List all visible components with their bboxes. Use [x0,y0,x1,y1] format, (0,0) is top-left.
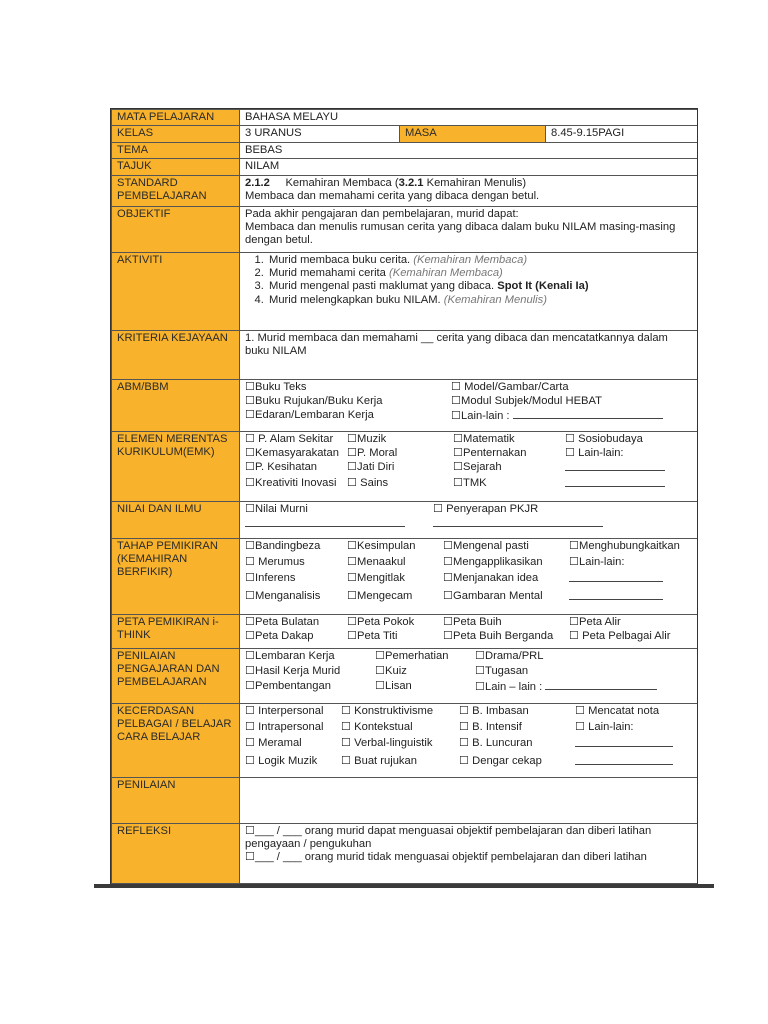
label-refleksi: REFLEKSI [112,823,240,883]
emk-blank-line [565,461,675,475]
emk-option[interactable]: ☐Matematik [453,432,515,445]
value-objektif [240,206,699,252]
emk-option[interactable]: ☐ P. Alam Sekitar [245,432,334,445]
emk-option[interactable]: ☐Penternakan [453,447,527,460]
peta-option[interactable]: ☐Peta Alir [569,615,621,628]
emk-option[interactable]: ☐Sejarah [453,461,502,474]
label-kriteria: KRITERIA KEJAYAAN [112,330,240,379]
emk-option[interactable]: ☐Kreativiti Inovasi [245,476,337,489]
aktiviti-item-1: 1. Murid membaca buku cerita. (Kemahiran Membaca) [267,254,694,267]
kecerdasan-option[interactable]: ☐ B. Intensif [459,721,522,734]
label-tahap: TAHAP PEMIKIRAN (KEMAHIRAN BERFIKIR) [112,538,240,614]
peta-option[interactable]: ☐ Peta Pelbagai Alir [569,630,671,643]
value-tajuk: NILAM [240,159,699,175]
kecerdasan-option[interactable]: ☐ Lain-lain: [575,721,634,734]
row-kelas [112,126,699,142]
aktiviti-item-2: 2. Murid memahami cerita (Kemahiran Membaca) [267,267,694,280]
abm-option[interactable]: ☐Modul Subjek/Modul HEBAT [451,395,602,408]
objektif-line-2: Membaca dan menulis rumusan cerita yang dibaca dalam buku NILAM masing-masing dengan betul. [245,221,676,247]
refleksi-line-1: ☐___ / ___ orang murid dapat menguasai objektif pembelajaran dan diberi latihan pengayaan / pengukuhan [245,824,652,851]
kecerdasan-option[interactable]: ☐ Interpersonal [245,704,324,717]
row-kriteria [112,330,699,379]
row-refleksi [112,823,699,883]
peta-option[interactable]: ☐Peta Buih Berganda [443,630,554,643]
tahap-grid [245,540,694,605]
kecerdasan-option[interactable]: ☐ Buat rujukan [341,754,417,767]
nilai-blank-line [245,517,433,531]
label-objektif: OBJEKTIF [112,206,240,252]
value-penilaian-pp [240,648,699,703]
tahap-option[interactable]: ☐Mengecam [347,589,413,602]
label-emk: ELEMEN MERENTAS KURIKULUM(EMK) [112,431,240,501]
value-tahap [240,538,699,614]
penilaian-option[interactable]: ☐Lembaran Kerja [245,649,335,662]
value-standard [240,175,699,206]
row-abm [112,379,699,431]
kecerdasan-option[interactable]: ☐ Dengar cekap [459,754,542,767]
row-penilaian-pp [112,648,699,703]
penilaian-option[interactable]: ☐Lain – lain : [475,680,675,694]
tahap-option[interactable]: ☐Menaakul [347,556,406,569]
value-tema: BEBAS [240,142,699,158]
tahap-blank-line [569,572,675,586]
penilaian-option[interactable]: ☐Drama/PRL [475,649,544,662]
emk-option[interactable]: ☐P. Moral [347,447,398,460]
value-penilaian[interactable] [240,777,699,823]
tahap-option[interactable]: ☐Inferens [245,572,296,585]
lesson-plan-table [111,109,698,884]
row-penilaian [112,777,699,823]
abm-grid [245,381,694,424]
label-tema: TEMA [112,142,240,158]
abm-option[interactable]: ☐Buku Rujukan/Buku Kerja [245,395,383,408]
tahap-option[interactable]: ☐Mengenal pasti [443,539,529,552]
aktiviti-item-4: 4. Murid melengkapkan buku NILAM. (Kemahiran Menulis) [267,294,694,307]
nilai-option[interactable]: ☐Nilai Murni [245,502,308,515]
emk-grid [245,433,694,492]
tahap-option[interactable]: ☐Menjanakan idea [443,572,539,585]
emk-option[interactable]: ☐ Lain-lain: [565,447,624,460]
kecerdasan-option[interactable]: ☐ Verbal-linguistik [341,737,433,750]
emk-option[interactable]: ☐ Sosiobudaya [565,432,643,445]
row-tajuk [112,159,699,175]
value-kriteria: 1. Murid membaca dan memahami __ cerita yang dibaca dan mencatatkannya dalam buku NILAM [240,330,699,379]
kecerdasan-option[interactable]: ☐ Konstruktivisme [341,704,434,717]
peta-grid [245,616,694,644]
kecerdasan-option[interactable]: ☐ Intrapersonal [245,721,324,734]
label-penilaian-pp: PENILAIAN PENGAJARAN DAN PEMBELAJARAN [112,648,240,703]
tahap-option[interactable]: ☐Lain-lain: [569,556,625,569]
row-kecerdasan [112,703,699,777]
value-abm [240,379,699,431]
peta-option[interactable]: ☐Peta Bulatan [245,615,320,628]
emk-option[interactable]: ☐P. Kesihatan [245,461,318,474]
penilaian-option[interactable]: ☐Pemerhatian [375,649,449,662]
nilai-blank-line [433,517,673,531]
tahap-option[interactable]: ☐Bandingbeza [245,539,321,552]
tahap-option[interactable]: ☐Mengapplikasikan [443,556,543,569]
value-peta [240,614,699,648]
row-peta [112,614,699,648]
label-kecerdasan: KECERDASAN PELBAGAI / BELAJAR CARA BELAJAR [112,703,240,777]
row-aktiviti [112,252,699,330]
label-kelas: KELAS [112,126,240,142]
value-kelas: 3 URANUS [240,126,400,142]
kecerdasan-option[interactable]: ☐ Logik Muzik [245,754,318,767]
penilaian-option[interactable]: ☐Lisan [375,680,412,693]
kecerdasan-grid [245,705,694,770]
standard-text-b: Kemahiran Menulis) [423,176,527,189]
row-tema [112,142,699,158]
label-aktiviti: AKTIVITI [112,252,240,330]
peta-option[interactable]: ☐Peta Titi [347,630,398,643]
page-bottom-rule [94,884,714,888]
aktiviti-item-3: 3. Murid mengenal pasti maklumat yang dibaca. Spot It (Kenali Ia) [267,280,694,293]
value-masa: 8.45-9.15PAGI [546,126,699,142]
row-emk [112,431,699,501]
kecerdasan-option[interactable]: ☐ B. Luncuran [459,737,533,750]
standard-code: 2.1.2 [245,176,270,189]
objektif-line-1: Pada akhir pengajaran dan pembelajaran, murid dapat: [245,207,519,220]
peta-option[interactable]: ☐Peta Buih [443,615,502,628]
label-abm: ABM/BBM [112,379,240,431]
aktiviti-list [245,254,694,308]
standard-code-2: 3.2.1 [398,176,424,189]
tahap-option[interactable]: ☐ Merumus [245,556,305,569]
tahap-option[interactable]: ☐Mengitlak [347,572,405,585]
peta-option[interactable]: ☐Peta Pokok [347,615,415,628]
kecerdasan-option[interactable]: ☐ Kontekstual [341,721,413,734]
emk-option[interactable]: ☐ Sains [347,476,389,489]
lesson-plan-sheet [110,108,698,888]
label-masa: MASA [400,126,546,142]
tahap-option[interactable]: ☐Menganalisis [245,589,321,602]
kecerdasan-blank-line [575,755,679,769]
abm-option[interactable]: ☐Buku Teks [245,380,307,393]
emk-option[interactable]: ☐Jati Diri [347,461,395,474]
kecerdasan-blank-line [575,737,679,751]
emk-option[interactable]: ☐TMK [453,476,487,489]
standard-text-a: Kemahiran Membaca ( [285,176,399,189]
tahap-option[interactable]: ☐Gambaran Mental [443,589,543,602]
nilai-grid [245,503,694,532]
tahap-option[interactable]: ☐Menghubungkaitkan [569,539,680,552]
penilaian-option[interactable]: ☐Tugasan [475,665,529,678]
label-standard: STANDARD PEMBELAJARAN [112,175,240,206]
value-emk [240,431,699,501]
label-tajuk: TAJUK [112,159,240,175]
row-mata-pelajaran [112,110,699,126]
nilai-option[interactable]: ☐ Penyerapan PKJR [433,502,539,515]
row-nilai [112,501,699,538]
label-peta: PETA PEMIKIRAN i-THINK [112,614,240,648]
penilaian-option[interactable]: ☐Hasil Kerja Murid [245,665,341,678]
label-mata-pelajaran: MATA PELAJARAN [112,110,240,126]
value-nilai [240,501,699,538]
abm-option[interactable]: ☐Edaran/Lembaran Kerja [245,409,374,422]
refleksi-line-2: ☐___ / ___ orang murid tidak menguasai objektif pembelajaran dan diberi latihan [245,851,647,864]
standard-line-2: Membaca dan memahami cerita yang dibaca dengan betul. [245,190,540,203]
row-objektif [112,206,699,252]
emk-blank-line [565,477,675,491]
peta-option[interactable]: ☐Peta Dakap [245,630,314,643]
tahap-blank-line [569,590,675,604]
emk-option[interactable]: ☐Kemasyarakatan [245,447,339,460]
kecerdasan-option[interactable]: ☐ B. Imbasan [459,704,529,717]
value-mata-pelajaran: BAHASA MELAYU [240,110,699,126]
value-refleksi [240,823,699,883]
label-penilaian: PENILAIAN [112,777,240,823]
row-standard [112,175,699,206]
row-tahap [112,538,699,614]
value-kecerdasan [240,703,699,777]
abm-option[interactable]: ☐Lain-lain : [451,409,675,423]
kecerdasan-option[interactable]: ☐ Meramal [245,737,302,750]
penilaian-pp-grid [245,650,694,695]
tahap-option[interactable]: ☐Kesimpulan [347,539,416,552]
abm-option[interactable]: ☐ Model/Gambar/Carta [451,380,569,393]
value-aktiviti [240,252,699,330]
penilaian-option[interactable]: ☐Pembentangan [245,680,331,693]
penilaian-option[interactable]: ☐Kuiz [375,665,407,678]
kecerdasan-option[interactable]: ☐ Mencatat nota [575,704,660,717]
emk-option[interactable]: ☐Muzik [347,432,387,445]
label-nilai: NILAI DAN ILMU [112,501,240,538]
